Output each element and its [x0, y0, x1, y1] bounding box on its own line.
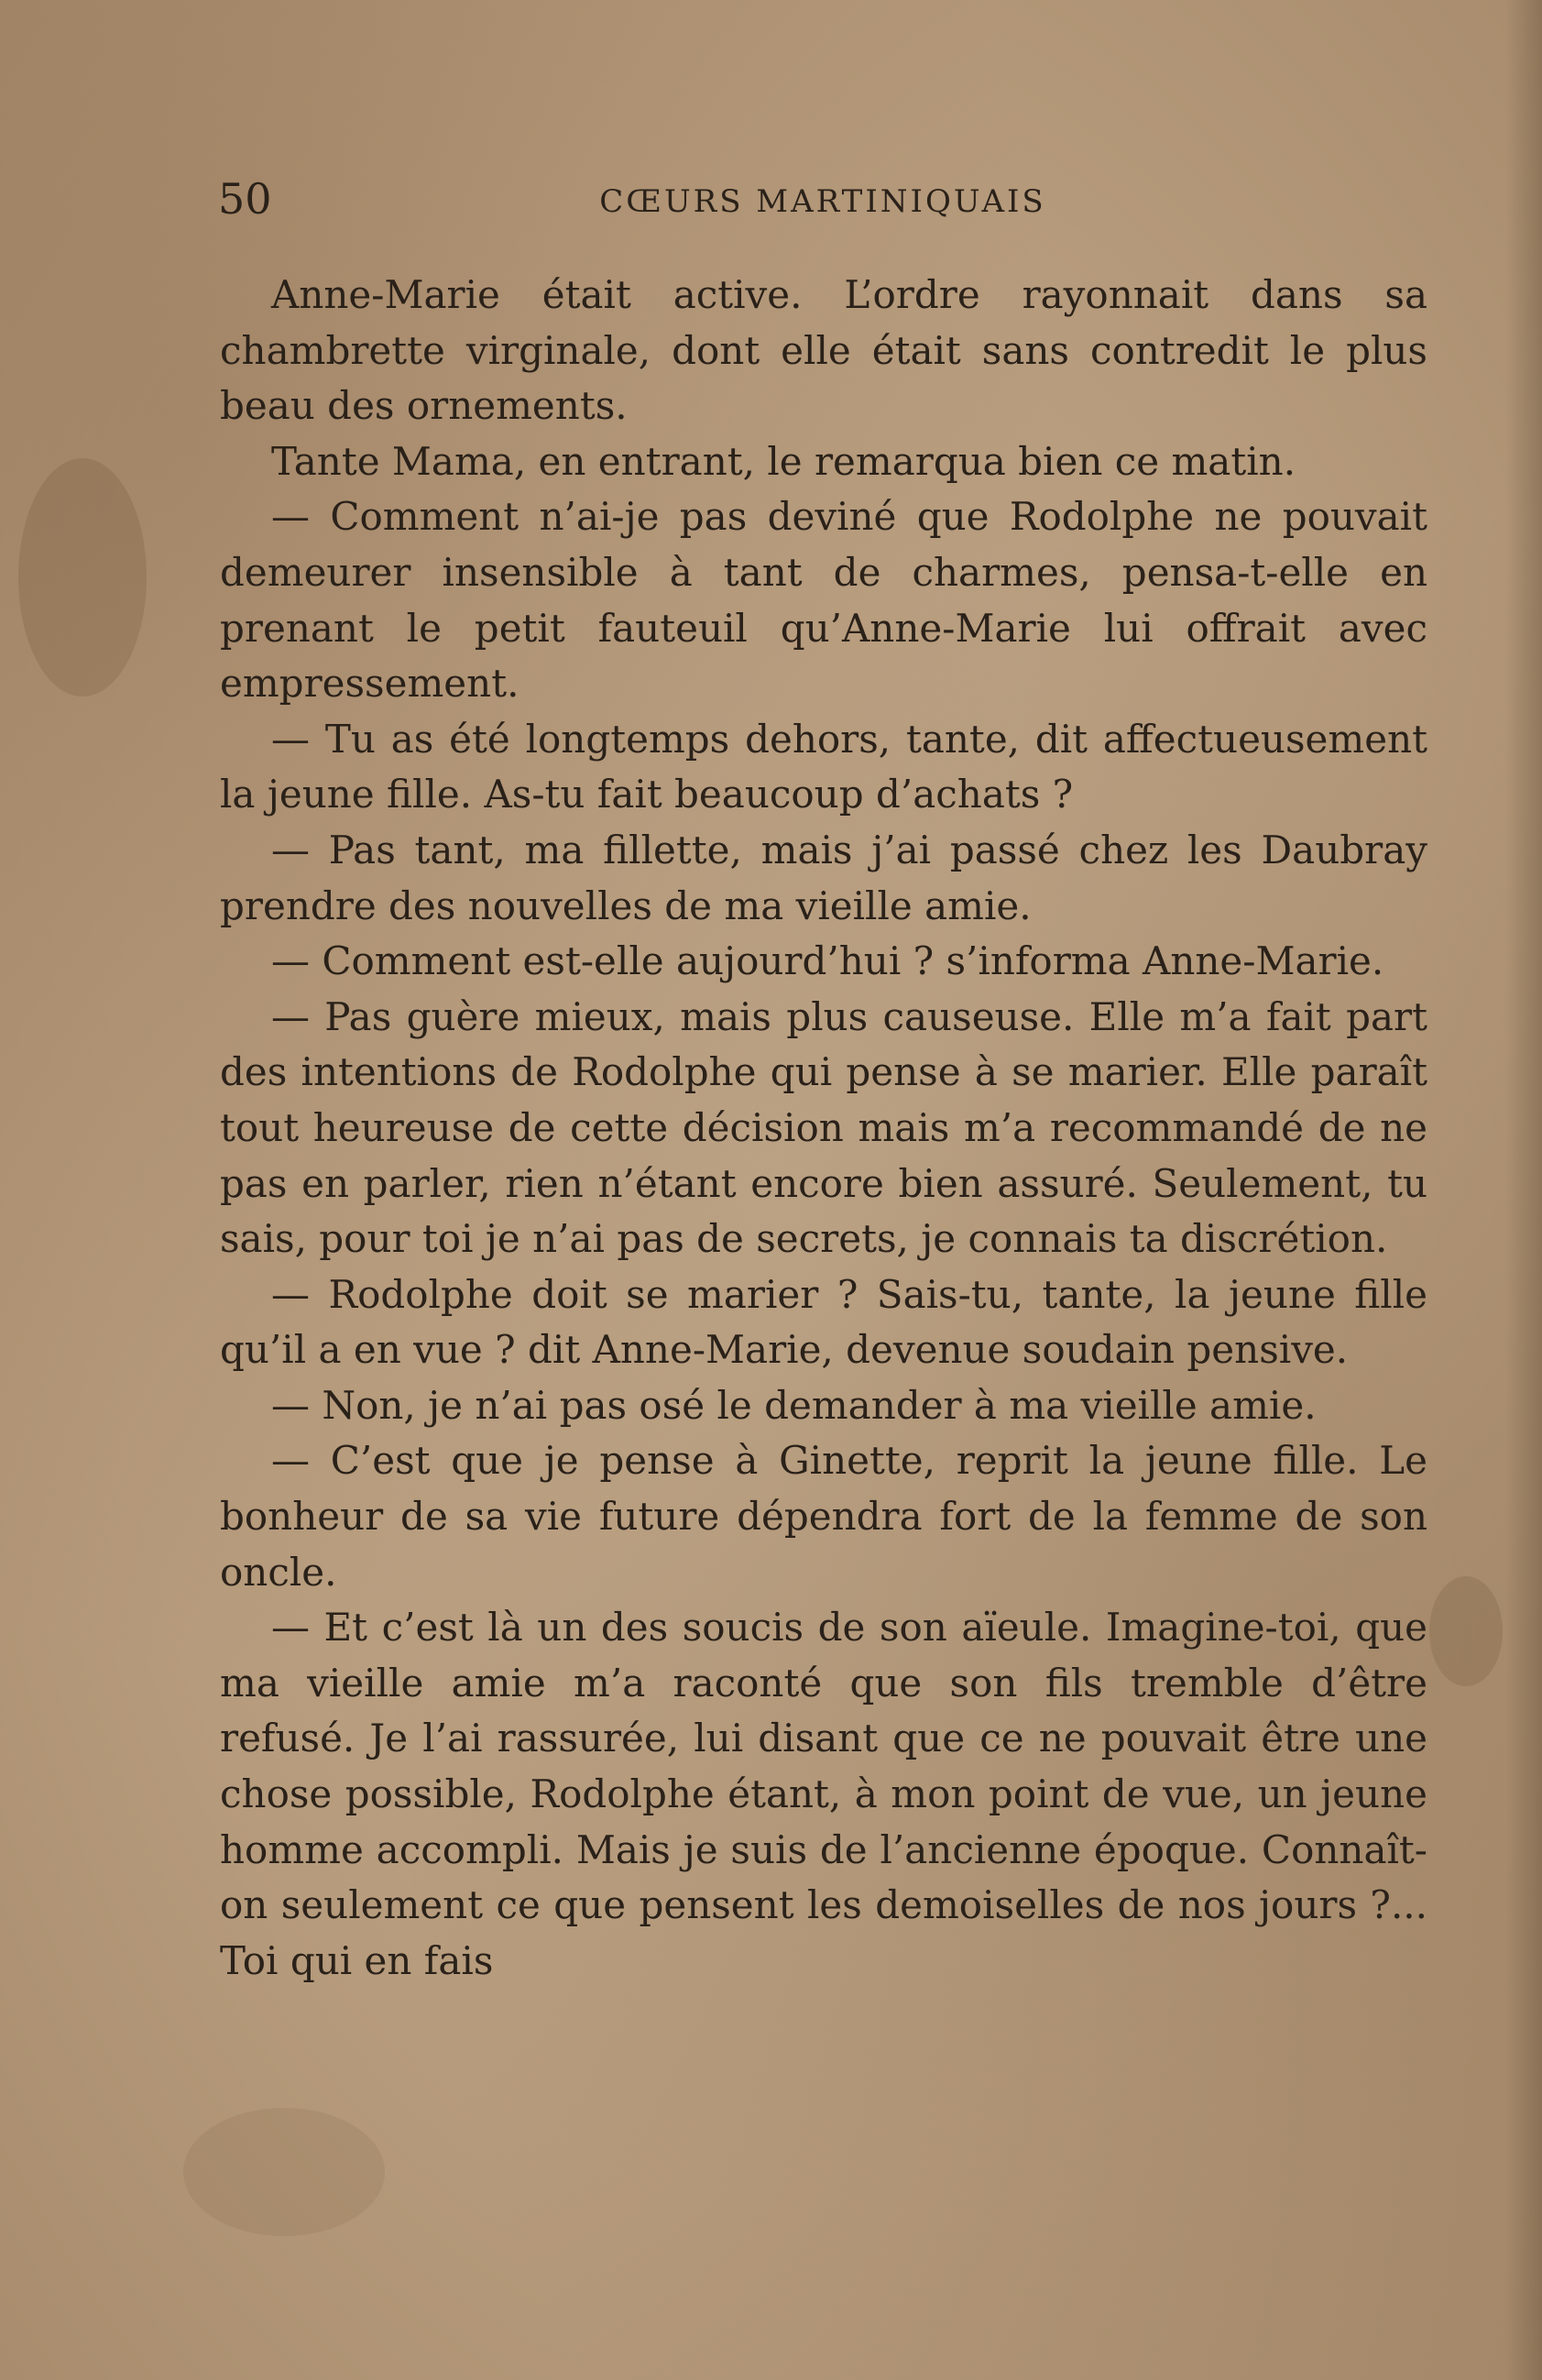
page-header: [218, 174, 1427, 229]
paragraph: — Comment est-elle aujourd’hui ? s’informa Anne-Marie.: [271, 938, 1384, 984]
paragraph: — Pas guère mieux, mais plus causeuse. Elle m’a fait part des intentions de Rodolphe qui pense à se marier. Elle paraît tout heureuse de cette décision mais m’a recommandé de ne pas en parler, rien n’étant encore bien assuré. Seulement, tu sais, pour toi je n’ai pas de secrets, je connais ta discrétion.: [220, 993, 1427, 1262]
paper-stain: [18, 458, 147, 696]
paragraph: — Pas tant, ma fillette, mais j’ai passé chez les Daubray prendre des nouvelles de ma vieille amie.: [220, 827, 1427, 928]
page-number: 50: [218, 174, 272, 224]
paragraph: — Comment n’ai-je pas deviné que Rodolphe ne pouvait demeurer insensible à tant de charmes, pensa-t-elle en prenant le petit fauteuil qu’Anne-Marie lui offrait avec empressement.: [220, 494, 1427, 707]
body-text: [220, 268, 1427, 1989]
paragraph: — Et c’est là un des soucis de son aïeule. Imagine-toi, que ma vieille amie m’a raconté que son fils tremble d’être refusé. Je l’ai rassurée, lui disant que ce ne pouvait être une chose possible, Rodolphe étant, à mon point de vue, un jeune homme accompli. Mais je suis de l’ancienne époque. Connaît-on seulement ce que pensent les demoiselles de nos jours ?... Toi qui en fais: [220, 1605, 1427, 1983]
paragraph: — C’est que je pense à Ginette, reprit la jeune fille. Le bonheur de sa vie future dépendra fort de la femme de son oncle.: [220, 1438, 1427, 1595]
paragraph: — Rodolphe doit se marier ? Sais-tu, tante, la jeune fille qu’il a en vue ? dit Anne-Marie, devenue soudain pensive.: [220, 1271, 1427, 1373]
paragraph: Tante Mama, en entrant, le remarqua bien ce matin.: [271, 438, 1296, 484]
paragraph: Anne-Marie était active. L’ordre rayonnait dans sa chambrette virginale, dont elle était sans contredit le plus beau des ornements.: [220, 272, 1427, 429]
paper-stain: [1429, 1576, 1503, 1686]
paper-stain: [183, 2108, 385, 2236]
page-edge-shadow: [1505, 0, 1542, 2380]
paragraph: — Non, je n’ai pas osé le demander à ma vieille amie.: [271, 1382, 1317, 1428]
running-title: CŒURS MARTINIQUAIS: [599, 183, 1046, 220]
paragraph: — Tu as été longtemps dehors, tante, dit affectueusement la jeune fille. As-tu fait beaucoup d’achats ?: [220, 716, 1427, 817]
